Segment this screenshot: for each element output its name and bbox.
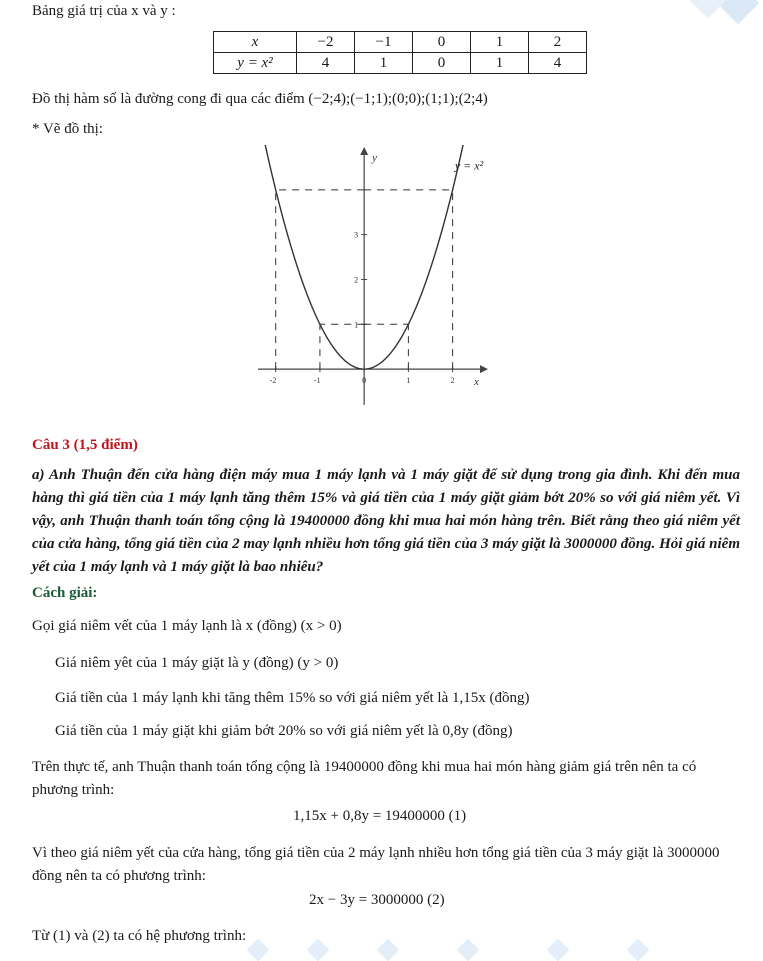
table-header-y: y = x²: [237, 54, 273, 71]
curve-sentence: Đồ thị hàm số là đường cong đi qua các điểm (−2;4);(−1;1);(0;0);(1;1);(2;4): [32, 91, 488, 107]
curve-label: y = x²: [454, 158, 484, 173]
solution-title: Cách giải:: [32, 585, 98, 601]
corner-decoration: [653, 0, 763, 40]
parabola-graph: [258, 145, 488, 405]
y-tick-label: 1: [354, 320, 359, 330]
x-tick-label: 2: [450, 376, 455, 386]
table-cell: 0: [413, 32, 471, 53]
solution-line-2: Giá niêm yêt của 1 máy giặt là y (đồng) (y > 0): [55, 655, 339, 671]
solution-line-5: Trên thực tế, anh Thuận thanh toán tổng cộng là 19400000 đồng khi mua hai món hàng giảm giá trên nên ta có phương trình:: [32, 759, 697, 798]
table-cell: 0: [413, 53, 471, 74]
table-cell: 4: [297, 53, 355, 74]
solution-line-4: Giá tiền của 1 máy giặt khi giảm bớt 20% so với giá niêm yết là 0,8y (đồng): [55, 723, 513, 739]
table-row: [214, 53, 587, 74]
y-axis-label: y: [372, 152, 378, 164]
table-cell: 1: [355, 53, 413, 74]
solution-line-7: Từ (1) và (2) ta có hệ phương trình:: [32, 928, 247, 944]
y-tick-label: 2: [354, 275, 359, 285]
x-axis-label: x: [474, 376, 479, 389]
value-table: [213, 31, 587, 74]
x-tick-label: -2: [269, 376, 277, 386]
y-axis-arrow: [360, 147, 368, 155]
table-cell: 2: [529, 32, 587, 53]
table-cell: −2: [297, 32, 355, 53]
solution-line-3: Giá tiền của 1 máy lạnh khi tăng thêm 15% so với giá niêm yết là 1,15x (đồng): [55, 690, 530, 706]
table-header-x: x: [251, 33, 259, 50]
table-cell: 4: [529, 53, 587, 74]
table-cell: −1: [355, 32, 413, 53]
y-tick-label: 3: [354, 230, 359, 240]
table-row: [214, 32, 587, 53]
problem-text: a) Anh Thuận đến cửa hàng điện máy mua 1 máy lạnh và 1 máy giặt để sử dụng trong gia đình. Khi đến mua hàng thì giá tiền của 1 máy lạnh tăng thêm 15% và giá tiền của 1 máy giặt giảm bớt 20% so với giá niêm yết. Vì vậy, anh Thuận thanh toán tổng cộng là 19400000 đồng khi mua hai món hàng trên. Biết rằng theo giá niêm yết của cửa hàng, tổng giá tiền của 2 may lạnh nhiều hơn tổng giá tiền của 3 máy giặt là 3000000 đồng. Hỏi giá niêm yết của 1 máy lạnh và 1 máy giặt là bao nhiêu?: [32, 467, 740, 575]
x-axis-arrow: [480, 365, 488, 373]
bottom-decoration: [250, 936, 670, 950]
x-tick-label: -1: [313, 376, 321, 386]
x-tick-label: 1: [406, 376, 411, 386]
table-title: Bảng giá trị của x và y :: [32, 3, 176, 19]
equation-2: 2x − 3y = 3000000 (2): [309, 892, 445, 908]
x-tick-label: 0: [362, 376, 367, 386]
table-cell: 1: [471, 53, 529, 74]
solution-line-6: Vì theo giá niêm yết của cửa hàng, tổng giá tiền của 2 máy lạnh nhiều hơn tổng giá tiền của 3 máy giặt là 3000000 đồng nên ta có phương trình:: [32, 845, 720, 884]
equation-1: 1,15x + 0,8y = 19400000 (1): [293, 808, 467, 824]
solution-line-1: Gọi giá niêm vết của 1 máy lạnh là x (đồng) (x > 0): [32, 618, 342, 634]
question-title: Câu 3 (1,5 điểm): [32, 437, 138, 453]
draw-label: * Vẽ đồ thị:: [32, 121, 103, 137]
table-cell: 1: [471, 32, 529, 53]
